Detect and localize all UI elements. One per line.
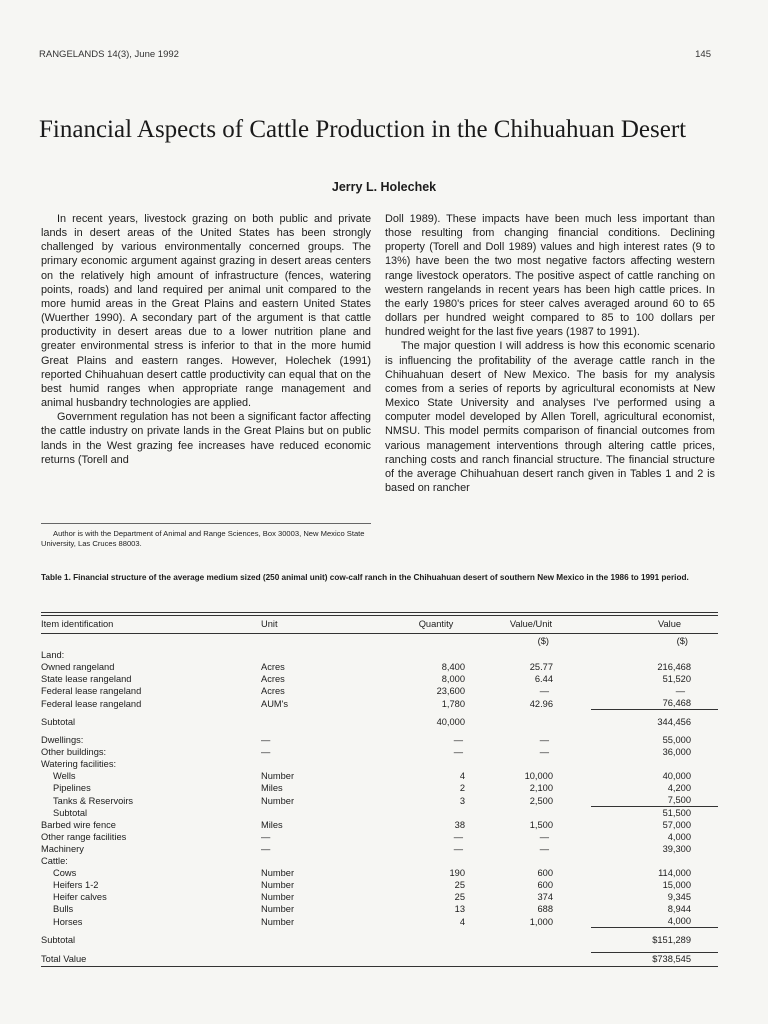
item-cell: Other buildings:	[41, 747, 107, 757]
value-cell: 57,000	[662, 820, 691, 830]
quantity-cell: 2	[459, 783, 465, 793]
unit-cell: AUM's	[261, 698, 289, 709]
quantity-cell: 3	[459, 795, 465, 806]
table-row	[41, 673, 718, 685]
quantity-cell: 40,000	[436, 717, 465, 727]
quantity-cell	[361, 953, 471, 966]
paragraph: Government regulation has not been a significant factor affecting the cattle industry on private lands in the Great Plains but on public lands in the West grazing fee increases have reduced economic returns (Torell and	[41, 411, 371, 466]
journal-citation: RANGELANDS 14(3), June 1992	[39, 49, 179, 60]
unit-cell	[261, 716, 361, 728]
unit-cell: Number	[261, 904, 295, 914]
quantity-cell: 13	[454, 904, 465, 914]
value-per-unit-cell: 10,000	[524, 771, 553, 781]
unit-cell: Number	[261, 771, 295, 781]
unit-cell: Miles	[261, 783, 283, 793]
item-cell: Dwellings:	[41, 735, 84, 745]
value-cell: 55,000	[662, 735, 691, 745]
quantity-cell: —	[453, 735, 463, 745]
value-cell: 9,345	[667, 892, 691, 902]
value-cell: 114,000	[658, 868, 691, 878]
table-row	[41, 879, 718, 891]
value-cell: 40,000	[662, 771, 691, 781]
value-per-unit-cell	[471, 934, 591, 946]
quantity-cell: 25	[454, 880, 465, 890]
value-cell	[591, 758, 718, 770]
item-cell: Barbed wire fence	[41, 820, 116, 830]
item-cell: State lease rangeland	[41, 674, 132, 684]
item-cell: Owned rangeland	[41, 662, 115, 672]
unit-cell	[261, 934, 361, 946]
currency-units-row	[41, 634, 718, 649]
value-per-unit-cell	[471, 953, 591, 966]
running-head	[39, 49, 711, 60]
table-row	[41, 649, 718, 661]
quantity-cell: 4	[459, 916, 465, 927]
table-row	[41, 697, 718, 710]
item-cell: Land:	[41, 650, 65, 660]
unit-cell: Number	[261, 892, 295, 902]
unit-cell: —	[261, 747, 271, 757]
value-per-unit-cell	[471, 649, 591, 661]
item-cell: Bulls	[53, 904, 74, 914]
item-cell: Subtotal	[41, 935, 76, 945]
table-row	[41, 891, 718, 903]
value-cell: 4,000	[667, 832, 691, 842]
item-cell: Cows	[53, 868, 77, 878]
value-per-unit-cell: 25.77	[529, 662, 553, 672]
page-number: 145	[695, 49, 711, 60]
table-row	[41, 734, 718, 746]
unit-cell: Number	[261, 916, 295, 927]
quantity-cell	[361, 807, 471, 820]
value-per-unit-cell: —	[539, 735, 549, 745]
value-per-unit-cell: 1,000	[529, 916, 553, 927]
value-cell: $151,289	[652, 935, 691, 945]
unit-cell	[261, 807, 361, 820]
item-cell: Federal lease rangeland	[41, 698, 142, 709]
table-row	[41, 758, 718, 770]
unit-cell: Acres	[261, 686, 285, 696]
quantity-cell: 8,000	[441, 674, 465, 684]
quantity-cell	[361, 934, 471, 946]
quantity-cell: 190	[449, 868, 465, 878]
unit-cell	[261, 855, 361, 867]
item-cell: Tanks & Reservoirs	[53, 795, 134, 806]
value-currency: ($)	[676, 636, 688, 646]
table-body	[41, 634, 718, 965]
quantity-cell	[361, 649, 471, 661]
value-per-unit-cell: 600	[537, 868, 553, 878]
value-per-unit-cell	[471, 855, 591, 867]
table-row	[41, 807, 718, 820]
item-cell: Wells	[53, 771, 76, 781]
value-cell	[591, 855, 718, 867]
unit-cell: Acres	[261, 674, 285, 684]
value-cell: $738,545	[591, 953, 718, 966]
table-row	[41, 770, 718, 782]
value-per-unit-cell	[471, 716, 591, 728]
unit-cell: Number	[261, 880, 295, 890]
value-per-unit-cell: 2,100	[529, 783, 553, 793]
value-per-unit-cell: 6.44	[534, 674, 553, 684]
item-cell: Pipelines	[53, 783, 91, 793]
quantity-cell: 38	[454, 820, 465, 830]
header-unit: Unit	[261, 619, 278, 629]
item-cell: Horses	[53, 916, 83, 927]
quantity-cell: —	[453, 832, 463, 842]
value-cell: 4,000	[591, 915, 718, 928]
table-row	[41, 953, 718, 966]
table-row	[41, 843, 718, 855]
quantity-cell: 1,780	[441, 698, 465, 709]
value-per-unit-cell: 2,500	[529, 795, 553, 806]
table-header-row	[41, 616, 718, 633]
header-item: Item identification	[41, 619, 114, 629]
table-row	[41, 934, 718, 946]
table-row	[41, 819, 718, 831]
header-value-unit: Value/Unit	[509, 619, 553, 629]
header-quantity: Quantity	[418, 619, 454, 629]
footnote-divider	[41, 523, 371, 524]
item-cell: Heifer calves	[53, 892, 107, 902]
value-per-unit-cell: 600	[537, 880, 553, 890]
table-row	[41, 831, 718, 843]
right-column	[385, 212, 715, 495]
quantity-cell	[361, 855, 471, 867]
item-cell: Watering facilities:	[41, 759, 117, 769]
article-title: Financial Aspects of Cattle Production in the Chihuahuan Desert	[39, 116, 687, 143]
paragraph: The major question I will address is how this economic scenario is influencing the profitability of the average cattle ranch in the Chihuahuan desert of New Mexico. The basis for my analysis comes from a series of reports by agricultural economists at New Mexico State University and analyses I've performed using a computer model developed by Allen Torell, agricultural economist, NMSU. This model permits comparison of financial outcomes from various management interventions through altering cattle prices, ranching costs and ranch financial structure. The financial structure of the average Chihuahuan desert ranch given in Tables 1 and 2 is based on rancher	[385, 340, 715, 494]
table-row	[41, 794, 718, 807]
item-cell: Other range facilities	[41, 832, 127, 842]
unit-cell: Number	[261, 795, 295, 806]
value-per-unit-cell: —	[539, 747, 549, 757]
table-row	[41, 746, 718, 758]
quantity-cell	[361, 758, 471, 770]
paragraph: Doll 1989). These impacts have been much less important than those resulting from changing financial conditions. Declining property (Torell and Doll 1989) values and high interest rates (9 to 13%) have been the two most negative factors affecting western range livestock operators. The positive aspect of cattle ranching on western rangelands in recent years has been high cattle prices. In the early 1980's prices for steer calves averaged around 60 to 65 dollars per hundred weight compared to 85 to 100 dollars per hundred weight for the last five years (1987 to 1991).	[385, 213, 715, 339]
value-cell: 39,300	[662, 844, 691, 854]
value-per-unit-cell: —	[539, 832, 549, 842]
value-cell: 7,500	[591, 794, 718, 807]
unit-cell: Number	[261, 868, 295, 878]
unit-cell: —	[261, 735, 271, 745]
unit-cell	[261, 758, 361, 770]
value-cell: 216,468	[657, 662, 691, 672]
table-row	[41, 867, 718, 879]
value-cell: 36,000	[662, 747, 691, 757]
author-footnote: Author is with the Department of Animal and Range Sciences, Box 30003, New Mexico State University, Las Cruces 88003.	[41, 529, 365, 548]
table-row	[41, 855, 718, 867]
left-column	[41, 212, 371, 467]
table	[41, 616, 718, 633]
quantity-cell: —	[453, 747, 463, 757]
item-cell: Cattle:	[41, 856, 68, 866]
value-cell: 51,500	[662, 808, 691, 818]
unit-cell: —	[261, 844, 271, 854]
table-caption: Table 1. Financial structure of the average medium sized (250 animal unit) cow-calf ranch in the Chihuahuan desert of southern New Mexico in the 1986 to 1991 period.	[41, 573, 689, 582]
unit-cell	[261, 649, 361, 661]
quantity-cell: 23,600	[436, 686, 465, 696]
value-cell: —	[675, 686, 685, 696]
quantity-cell: 25	[454, 892, 465, 902]
table-row	[41, 716, 718, 728]
author-name: Jerry L. Holechek	[331, 180, 437, 194]
header-value: Value	[657, 619, 682, 629]
value-per-unit-cell: 42.96	[529, 698, 553, 709]
financial-table	[41, 612, 718, 967]
table-row	[41, 915, 718, 928]
value-per-unit-cell: 1,500	[529, 820, 553, 830]
table-row	[41, 782, 718, 794]
value-per-unit-cell: 688	[537, 904, 553, 914]
value-per-unit-cell	[471, 758, 591, 770]
quantity-cell: 4	[459, 771, 465, 781]
unit-cell: Miles	[261, 820, 283, 830]
value-unit-currency: ($)	[537, 636, 549, 646]
value-per-unit-cell: —	[539, 844, 549, 854]
table-bottom-rule	[41, 966, 718, 967]
item-cell: Federal lease rangeland	[41, 686, 142, 696]
value-per-unit-cell: —	[539, 686, 549, 696]
item-cell: Machinery	[41, 844, 84, 854]
value-per-unit-cell: 374	[537, 892, 553, 902]
item-cell: Subtotal	[53, 808, 88, 818]
value-per-unit-cell	[471, 807, 591, 820]
value-cell: 51,520	[662, 674, 691, 684]
unit-cell	[261, 953, 361, 966]
value-cell: 4,200	[667, 783, 691, 793]
unit-cell: Acres	[261, 662, 285, 672]
item-cell: Subtotal	[41, 717, 76, 727]
table-row	[41, 903, 718, 915]
item-cell: Total Value	[41, 954, 87, 964]
item-cell: Heifers 1-2	[53, 880, 99, 890]
quantity-cell: 8,400	[441, 662, 465, 672]
value-cell	[591, 649, 718, 661]
table-row	[41, 685, 718, 697]
quantity-cell: —	[453, 844, 463, 854]
unit-cell: —	[261, 832, 271, 842]
value-cell: 8,944	[667, 904, 691, 914]
table-row	[41, 661, 718, 673]
value-cell: 344,456	[657, 717, 691, 727]
paragraph: In recent years, livestock grazing on both public and private lands in desert areas of the United States has been strongly challenged by various environmentally concerned groups. The primary economic argument against grazing in desert areas centers on the relatively high amount of infrastructure (fences, watering points, roads) and land required per animal unit compared to the more humid areas in the Great Plains and eastern United States (Wuerther 1990). A secondary part of the argument is that cattle productivity in desert areas due to a lower nutrition plane and greater environmental stress is inferior to that in the more humid Great Plains and eastern ranges. However, Holechek (1991) reported Chihuahuan desert cattle productivity can equal that on the best humid ranges when appropriate range management and animal husbandry technologies are applied.	[41, 213, 371, 410]
value-cell: 15,000	[662, 880, 691, 890]
value-cell: 76,468	[591, 697, 718, 710]
